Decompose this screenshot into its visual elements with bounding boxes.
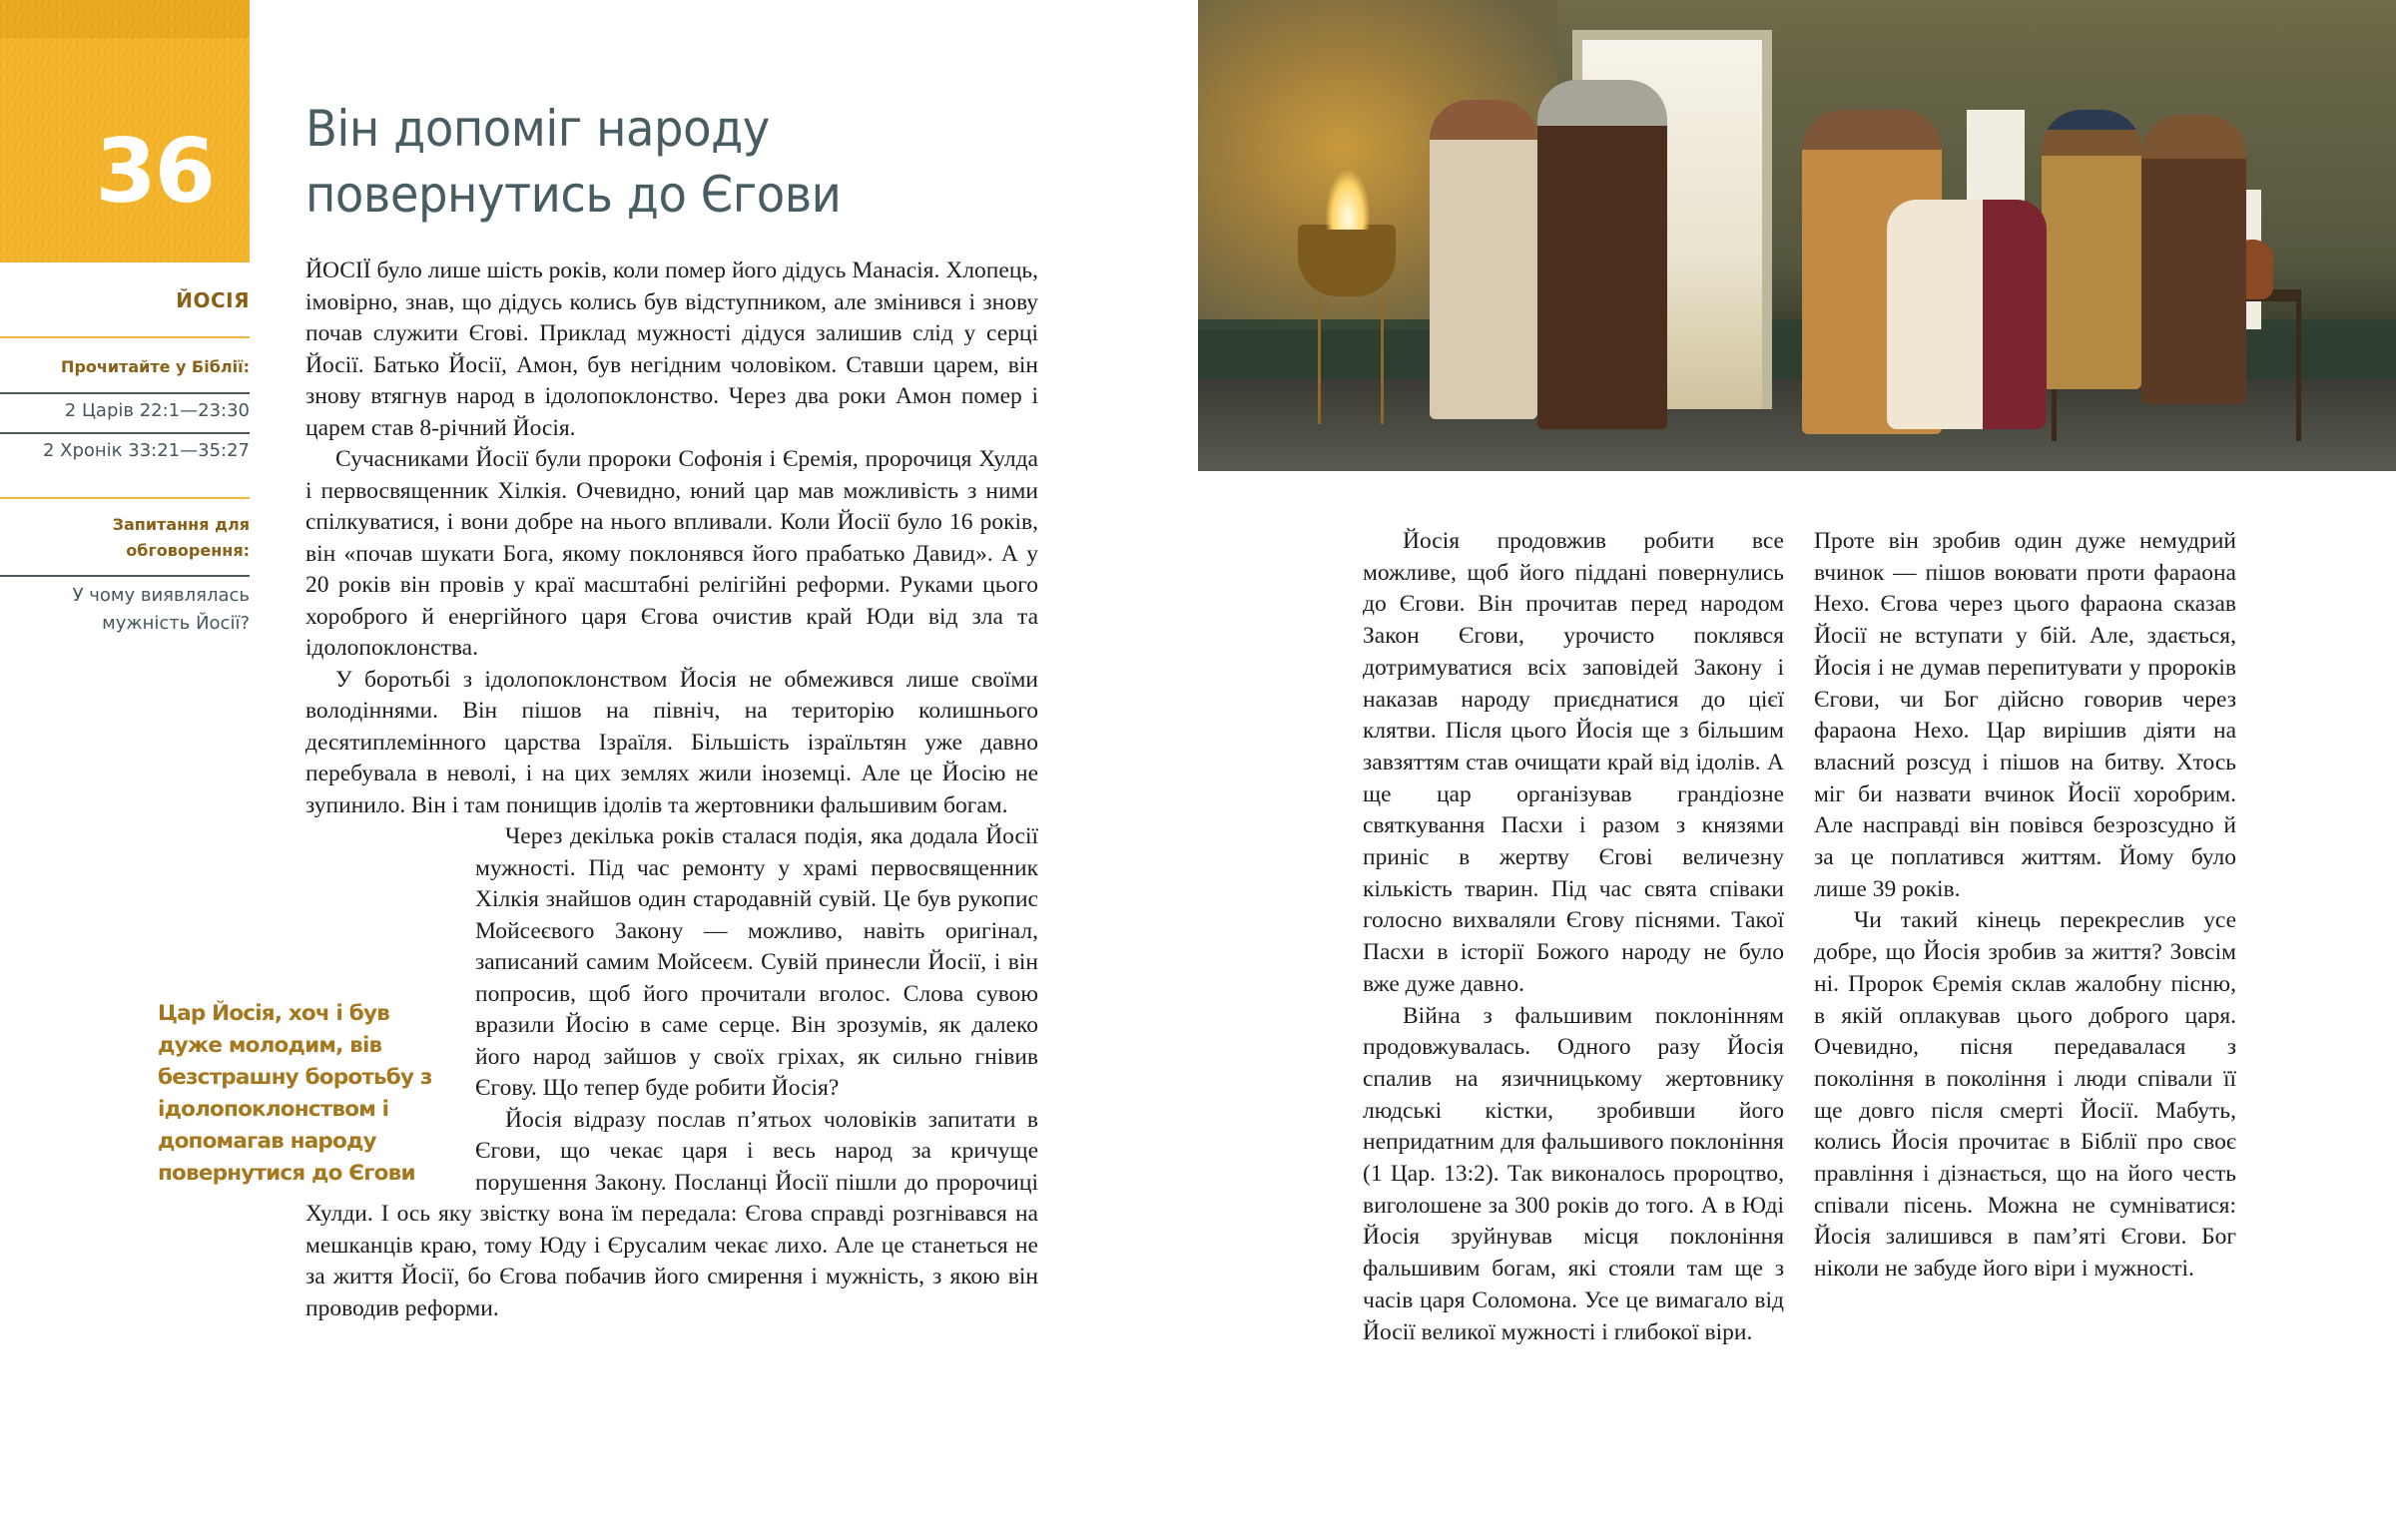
read-in-bible-label: Прочитайте у Біблії: — [61, 357, 250, 376]
chapter-number-block — [0, 0, 250, 262]
article-paragraph: Сучасниками Йосії були пророки Софонія і Єремія, пророчиця Хулда і первосвященник Хілкія. Очевидно, юний цар мав можливість з ними спілкуватися, і вони добре на нього впливали. Коли Йосії було 16 років, він «почав шукати Бога, якому поклонявся його прабатько Давид». А у 20 років він провів у краї масштабні релігійні реформи. Руками цього хороброго й енергійного царя Єгова очистив край Юди від зла та ідолопоклонства. — [305, 446, 1038, 661]
divider — [0, 497, 250, 499]
article-paragraph: Чи такий кінець перекреслив усе добре, що Йосія зробив за життя? Зовсім ні. Пророк Єремія склав жалобну пісню, в якій оплакував цього доброго царя. Очевидно, пісня передавалася з покоління в покоління і люди співали її ще довго після смерті Йосії. Мабуть, колись Йосія прочитає в Біблії про своє правління і дізнається, що на його честь співали пісень. Можна не сумніватися: Йосія залишився в пам’яті Єгови. Бог ніколи не забуде його віри і мужності. — [1814, 907, 2236, 1283]
illustration-figure — [1430, 100, 1537, 419]
divider — [0, 432, 250, 434]
article-paragraph: Йосія продовжив робити все можливе, щоб його піддані повернулись до Єгови. Він прочитав перед народом Закон Єгови, урочисто поклявся дотримуватися всіх заповідей Закону і наказав народу приєднатися до цієї клятви. Після цього Йосія ще з більшим завзяттям став очищати край від ідолів. А ще цар організував грандіозне святкування Пасхи і разом з князями приніс в жертву Єгові величезну кількість тварин. Під час свята співаки голосно вихваляли Єгову піснями. Такої Пасхи в історії Божого народу не було вже дуже давно. — [1363, 528, 1784, 997]
page-title-line: повернутись до Єгови — [305, 166, 842, 224]
divider — [0, 392, 250, 394]
article-paragraph-text: Через декілька років сталася подія, яка додала Йосії мужності. Під час ремонту у храмі первосвященник Хілкія знайшов один стародавній сувій. Це був рукопис Мойсеєвого Закону — можливо, навіть оригінал, записаний самим Мойсеєм. Сувій принесли Йосії, і він попросив, щоб його прочитали вголос. Слова сувою вразили Йосію в саме серце. Він зрозумів, як далеко його народ зайшов у своїх гріхах, як сильно гнівив Єгову. Що тепер буде робити Йосія? — [475, 823, 1038, 1101]
article-paragraph: Війна з фальшивим поклонінням продовжувалась. Одного разу Йосія спалив на язичницькому жертовнику людські кістки, зробивши його непридатним для фальшивого поклоніння (1 Цар. 13:2). Так виконалось пророцтво, виголошене за 300 років до того. А в Юді Йосія зруйнував місця поклоніння фальшивим богам, які стояли там ще з часів царя Соломона. Усе це вимагало від Йосії великої мужності і глибокої віри. — [1363, 1002, 1784, 1345]
discussion-question — [73, 582, 250, 638]
pull-quote: Цар Йосія, хоч і був дуже молодим, вів безстрашну боротьбу з ідолопоклонством і допомагав народу повернутися до Єгови — [158, 1001, 432, 1186]
illustration-figure — [2042, 110, 2141, 389]
article-paragraph: Йосія відразу послав п’ятьох чоловіків запитати в Єгови, що чекає царя і весь народ за кричуще порушення Закону. Посланці Йосії пішли до пророчиці Хулди. І ось яку звістку вона їм передала: Єгова справді розгнівався на мешканців краю, тому Юду і Єрусалим чекає лихо. Але це станеться не за життя Йосії, бо Єгова побачив його смирення і мужність, з якою він проводив реформи. — [305, 1106, 1038, 1321]
discussion-question-line: У чому виявлялась — [72, 585, 250, 606]
article-paragraph: Проте він зробив один дуже немудрий вчинок — пішов воювати проти фараона Нехо. Єгова через цього фараона сказав Йосії не вступати у бій. Але, здається, Йосія і не думав перепитувати у пророків Єгови, чи Бог дійсно говорив через фараона Нехо. Цар вирішив діяти на власний розсуд і пішов на битву. Хтось міг би назвати вчинок Йосії хоробрим. Але насправді він повівся безрозсудно й за це поплатився життям. Йому було лише 39 років. — [1814, 528, 2236, 902]
divider — [0, 575, 250, 577]
illustration-josiah-scroll-reading — [1198, 0, 2396, 471]
discussion-question-line: мужність Йосії? — [102, 613, 250, 634]
article-middle-column — [1363, 526, 1784, 1348]
chapter-number: 36 — [95, 120, 214, 223]
illustration-flame — [1326, 170, 1370, 230]
bible-reference: 2 Хронік 33:21—35:27 — [42, 440, 250, 461]
illustration-brazier-stand — [1318, 294, 1384, 424]
character-name: ЙОСІЯ — [176, 288, 250, 312]
illustration-figure-king-josiah — [1887, 200, 2047, 429]
page-title — [305, 96, 841, 228]
illustration-brazier — [1298, 225, 1396, 296]
divider — [0, 336, 250, 338]
bible-reference: 2 Царів 22:1—23:30 — [64, 400, 250, 421]
illustration-figure — [2141, 115, 2246, 404]
article-right-column — [1814, 526, 2236, 1285]
article-paragraph: У боротьбі з ідолопоклонством Йосія не обмежився лише своїми володіннями. Він пішов на північ, на територію колишнього десятиплемінного царства Ізраїля. Більшість ізраїльтян уже давно перебувала в неволі, і на цих землях жили іноземці. Але це Йосію не зупинило. Він і там понищив ідолів та жертовники фальшивим богам. — [305, 666, 1038, 818]
discussion-label-line: обговорення: — [126, 541, 250, 560]
article-paragraph: ЙОСІЇ було лише шість років, коли помер його дідусь Манасія. Хлопець, імовірно, знав, що дідусь колись був відступником, але змінився і знову почав служити Єгові. Приклад мужності дідуся залишив слід у серці Йосії. Батько Йосії, Амон, був негідним чоловіком. Ставши царем, він знову втягнув народ в ідолопоклонство. Через два роки Амон помер і царем став 8-річний Йосія. — [305, 257, 1038, 441]
page-title-line: Він допоміг народу — [305, 100, 770, 158]
discussion-label — [113, 512, 250, 564]
illustration-figure-scroll-reader — [1537, 80, 1667, 429]
discussion-label-line: Запитання для — [112, 515, 250, 534]
